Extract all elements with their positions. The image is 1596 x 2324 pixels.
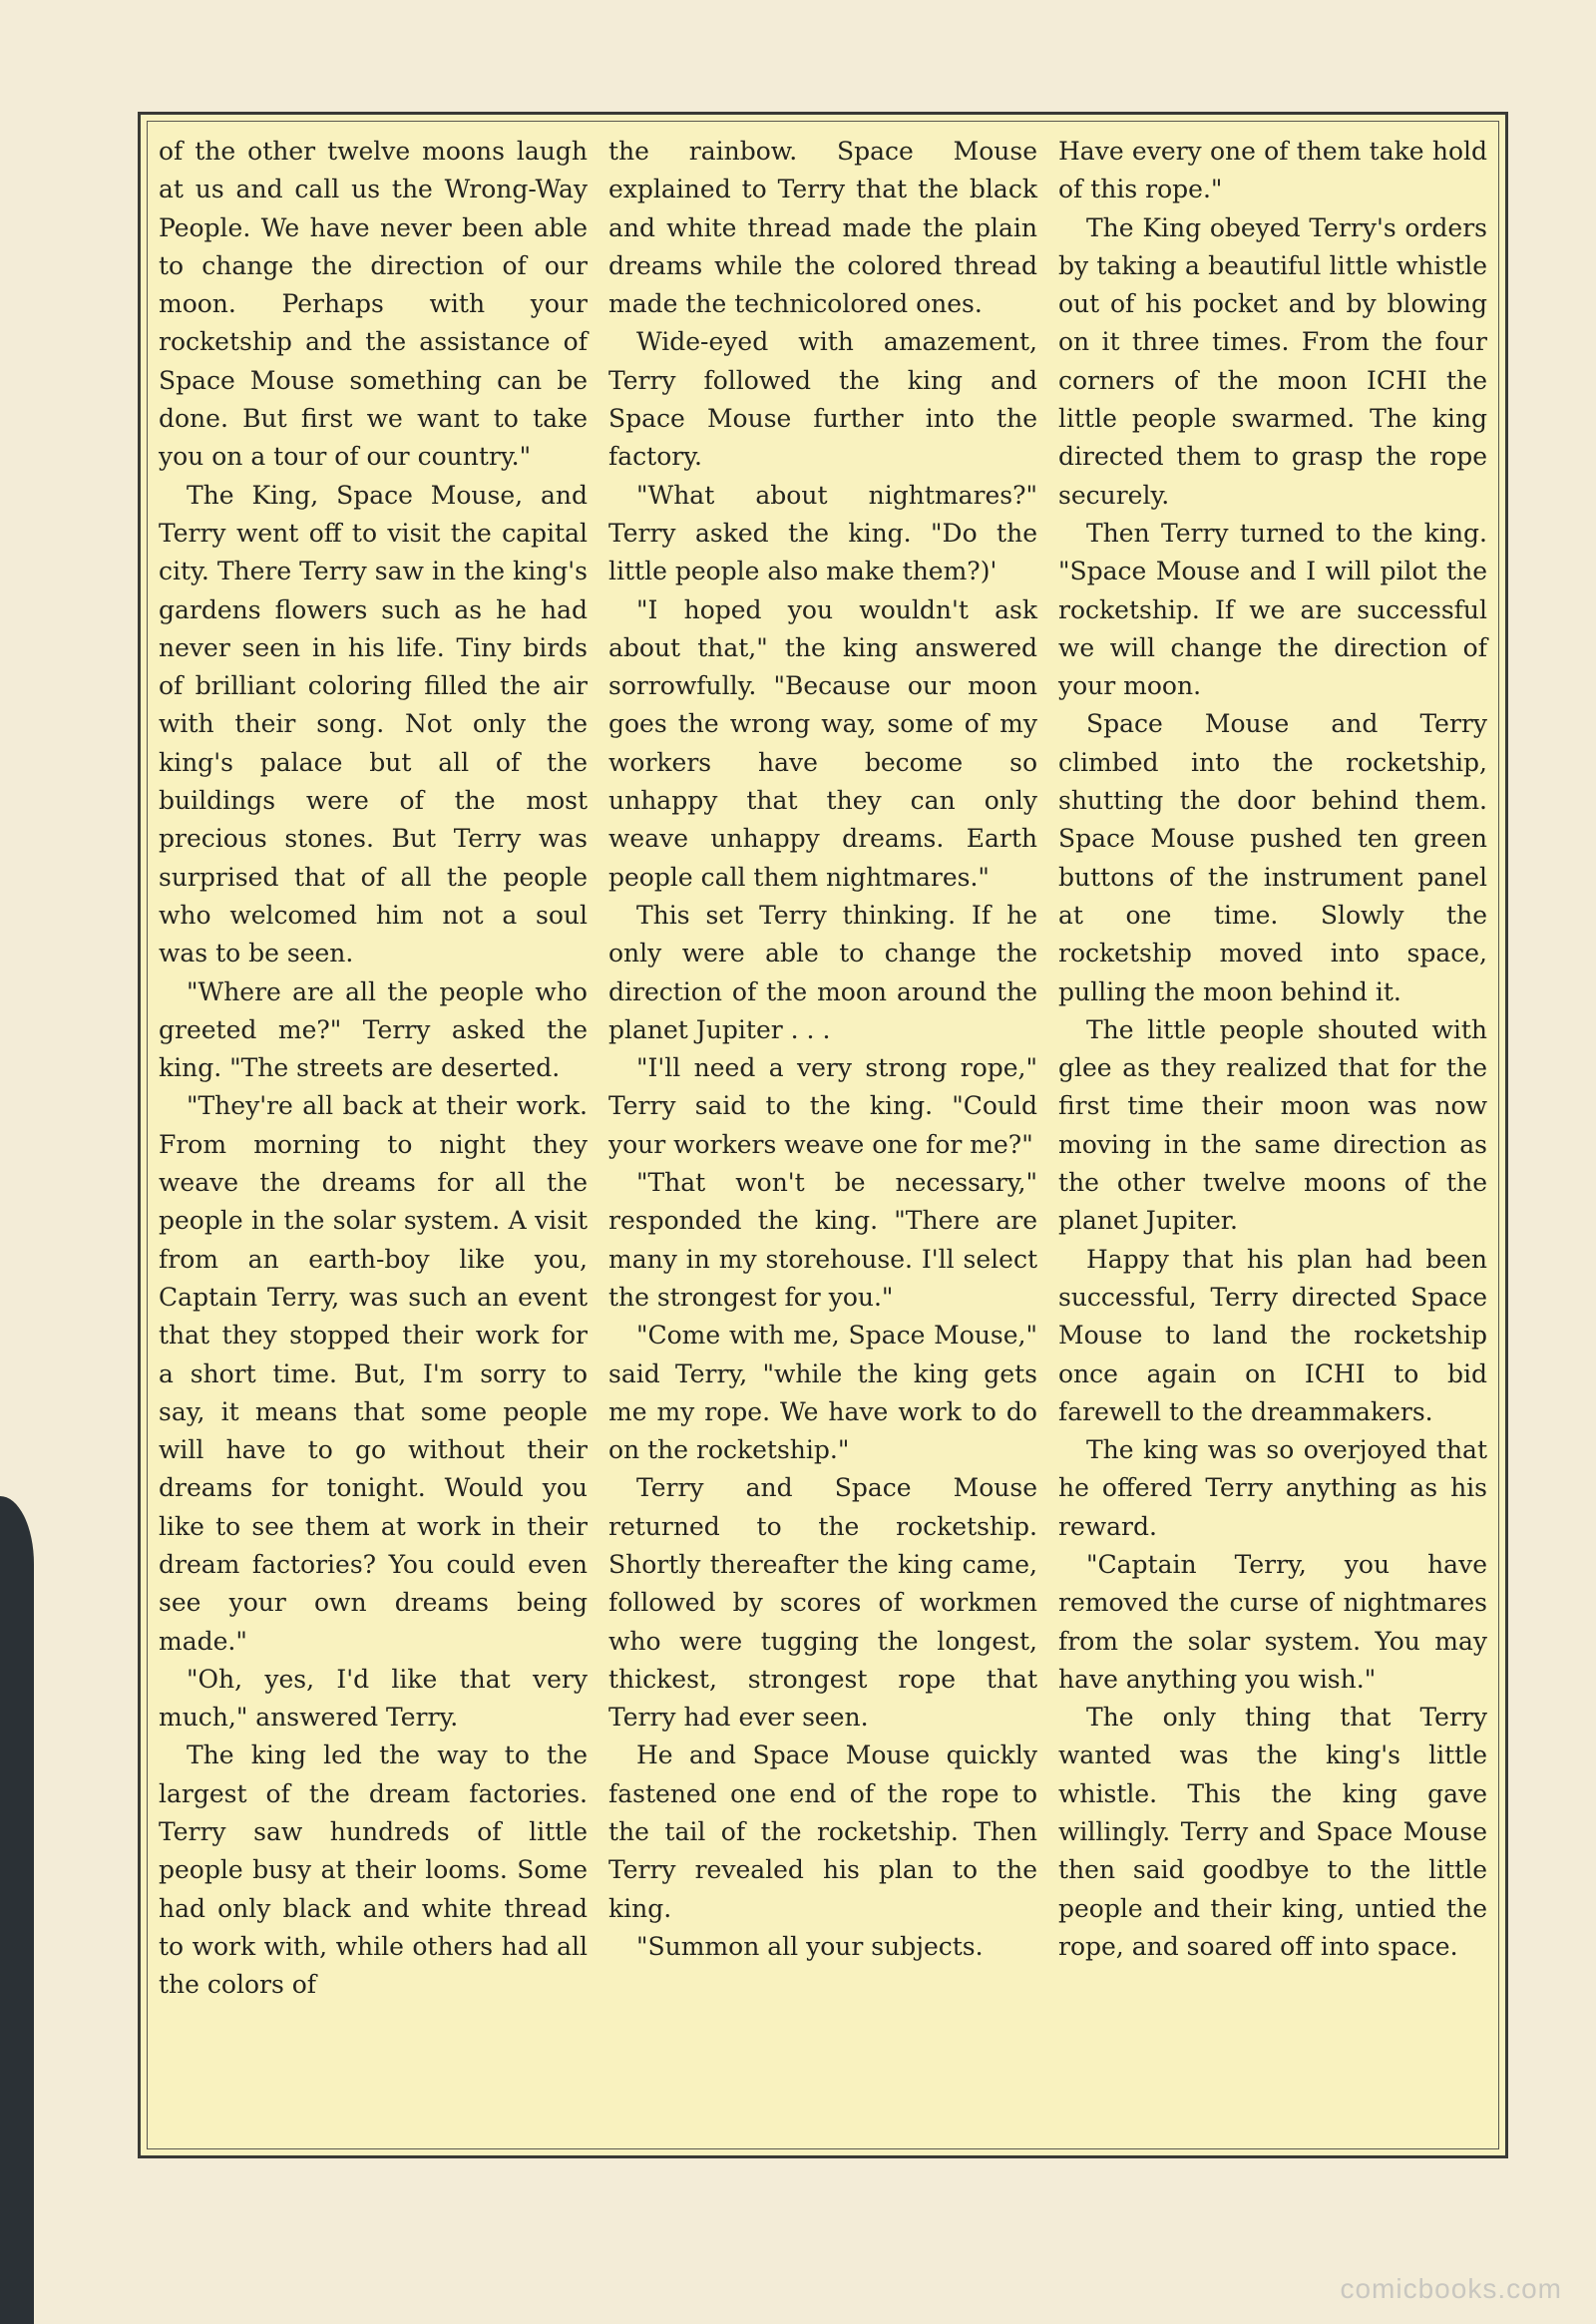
paragraph: of the other twelve moons laugh at us and call us the Wrong-Way People. We have never been able to change the direction of our moon. Perhaps with your rocketship and the assistance of Space Mouse something can be done. But first we want to take you on a tour of our country." (159, 137, 588, 472)
paragraph: The only thing that Terry wanted was the king's little whistle. This the king gave willingly. Terry and Space Mouse then said goodbye to the little people and their king, untied the rope, and soared off into space. (1058, 1703, 1487, 1961)
paragraph: The king was so overjoyed that he offered Terry anything as his reward. (1058, 1435, 1487, 1541)
paragraph: "What about nightmares?" Terry asked the king. "Do the little people also make them?)' (608, 480, 1037, 586)
paragraph: "Come with me, Space Mouse," said Terry, "while the king gets me my rope. We have work to do on the rocketship." (608, 1321, 1037, 1465)
paragraph: The little people shouted with glee as they realized that for the first time their moon was now moving in the same direction as the other twelve moons of the planet Jupiter. (1058, 1014, 1487, 1236)
site-watermark: comicbooks.com (1340, 2273, 1562, 2304)
text-column-1 (159, 133, 588, 2137)
story-columns (159, 133, 1487, 2137)
paragraph: "I'll need a very strong rope," Terry said to the king. "Could your workers weave one for me?" (608, 1053, 1037, 1159)
paragraph: "They're all back at their work. From morning to night they weave the dreams for all the people in the solar system. A visit from an earth-boy like you, Captain Terry, was such an event that they stopped their work for a short time. But, I'm sorry to say, it means that some people will have to go without their dreams for tonight. Would you like to see them at work in their dream factories? You could even see your own dreams being made." (159, 1091, 588, 1656)
paragraph: He and Space Mouse quickly fastened one end of the rope to the tail of the rocketship. Then Terry revealed his plan to the king. (608, 1741, 1037, 1923)
paragraph: The king led the way to the largest of the dream factories. Terry saw hundreds of little people busy at their looms. Some had only black and white thread to work with, while others had all the colors of (159, 1741, 588, 2000)
paragraph: "That won't be necessary," responded the king. "There are many in my storehouse. I'll select the strongest for you." (608, 1168, 1037, 1312)
paragraph: the rainbow. Space Mouse explained to Terry that the black and white thread made the plain dreams while the colored thread made the technicolored ones. (608, 137, 1037, 319)
paragraph: The King, Space Mouse, and Terry went off to visit the capital city. There Terry saw in the king's gardens flowers such as he had never seen in his life. Tiny birds of brilliant coloring filled the air with their song. Not only the king's palace but all of the buildings were of the most precious stones. But Terry was surprised that of all the people who welcomed him not a soul was to be seen. (159, 480, 588, 968)
paragraph: The King obeyed Terry's orders by taking a beautiful little whistle out of his pocket and by blowing on it three times. From the four corners of the moon ICHI the little people swarmed. The king directed them to grasp the rope securely. (1058, 212, 1487, 510)
paragraph: "Oh, yes, I'd like that very much," answered Terry. (159, 1664, 588, 1733)
paragraph: "I hoped you wouldn't ask about that," the king answered sorrowfully. "Because our moon goes the wrong way, some of my workers have become so unhappy that they can only weave unhappy dreams. Earth people call them nightmares." (608, 594, 1037, 892)
text-column-2 (608, 133, 1037, 2137)
paragraph: "Where are all the people who greeted me?" Terry asked the king. "The streets are deserted. (159, 976, 588, 1083)
text-column-3 (1058, 133, 1487, 2137)
paragraph: "Summon all your subjects. (636, 1931, 984, 1961)
paragraph: "Captain Terry, you have removed the curse of nightmares from the solar system. You may have anything you wish." (1058, 1549, 1487, 1694)
paragraph: Wide-eyed with amazement, Terry followed the king and Space Mouse further into the factory. (608, 327, 1037, 472)
paragraph: Space Mouse and Terry climbed into the rocketship, shutting the door behind them. Space Mouse pushed ten green buttons of the instrument panel at one time. Slowly the rocketship moved into space, pulling the moon behind it. (1058, 709, 1487, 1006)
text-page-frame (138, 112, 1508, 2158)
torn-paper-edge (0, 1496, 34, 2324)
paragraph: Have every one of them take hold of this rope." (1058, 137, 1487, 204)
paragraph: Then Terry turned to the king. "Space Mouse and I will pilot the rocketship. If we are successful we will change the direction of your moon. (1058, 518, 1487, 701)
paragraph: This set Terry thinking. If he only were able to change the direction of the moon around the planet Jupiter . . . (608, 900, 1037, 1044)
paragraph: Terry and Space Mouse returned to the rocketship. Shortly thereafter the king came, followed by scores of workmen who were tugging the longest, thickest, strongest rope that Terry had ever seen. (608, 1473, 1037, 1733)
paragraph: Happy that his plan had been successful, Terry directed Space Mouse to land the rocketship once again on ICHI to bid farewell to the dreammakers. (1058, 1244, 1487, 1426)
